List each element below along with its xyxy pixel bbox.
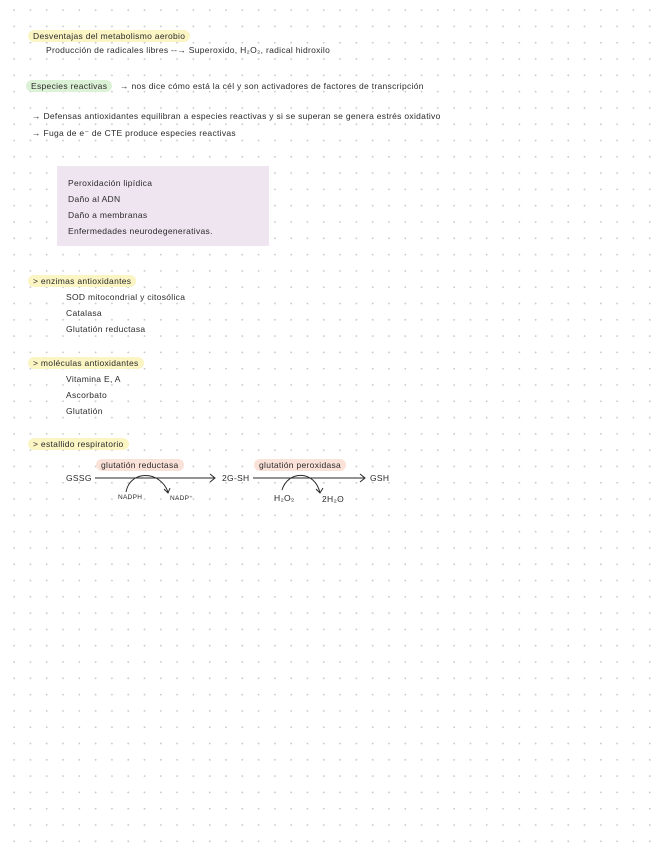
gssg: GSSG: [66, 473, 92, 483]
arrow-line-2: → Fuga de e⁻ de CTE produce especies reactivas: [32, 128, 236, 138]
h2o2: H₂O₂: [274, 493, 295, 503]
arrow-2: [253, 474, 365, 482]
box-item: Daño a membranas: [68, 210, 148, 220]
line-radicales: Producción de radicales libres --→ Superoxido, H₂O₂, radical hidroxilo: [46, 45, 331, 55]
title: Desventajas del metabolismo aerobio: [28, 30, 190, 42]
moleculas-header: > moléculas antioxidantes: [28, 357, 144, 369]
enzimas-header: > enzimas antioxidantes: [28, 275, 136, 287]
gsh: GSH: [370, 473, 390, 483]
box-item: Daño al ADN: [68, 194, 121, 204]
enzimas-item: Catalasa: [66, 308, 102, 318]
moleculas-item: Ascorbato: [66, 390, 107, 400]
especies-text: → nos dice cómo está la cél y son activadores de factores de transcripción: [120, 81, 424, 91]
enzyme-2: glutatión peroxidasa: [254, 459, 346, 471]
h2o: 2H₂O: [322, 494, 344, 504]
especies-label: Especies reactivas: [26, 80, 112, 92]
moleculas-item: Vitamina E, A: [66, 374, 121, 384]
box-item: Enfermedades neurodegenerativas.: [68, 226, 213, 236]
nadph: NADPH: [118, 494, 143, 501]
moleculas-item: Glutatión: [66, 406, 103, 416]
enzimas-item: Glutatión reductasa: [66, 324, 146, 334]
g-sh: 2G-SH: [222, 473, 250, 483]
estallido-header: > estallido respiratorio: [28, 438, 129, 450]
nadp: NADP⁺: [170, 495, 193, 502]
enzyme-1: glutatión reductasa: [96, 459, 184, 471]
arrow-line-1: → Defensas antioxidantes equilibran a especies reactivas y si se superan se genera estrés oxidativo: [32, 111, 441, 121]
box-item: Peroxidación lipídica: [68, 178, 153, 188]
enzimas-item: SOD mitocondrial y citosólica: [66, 292, 186, 302]
